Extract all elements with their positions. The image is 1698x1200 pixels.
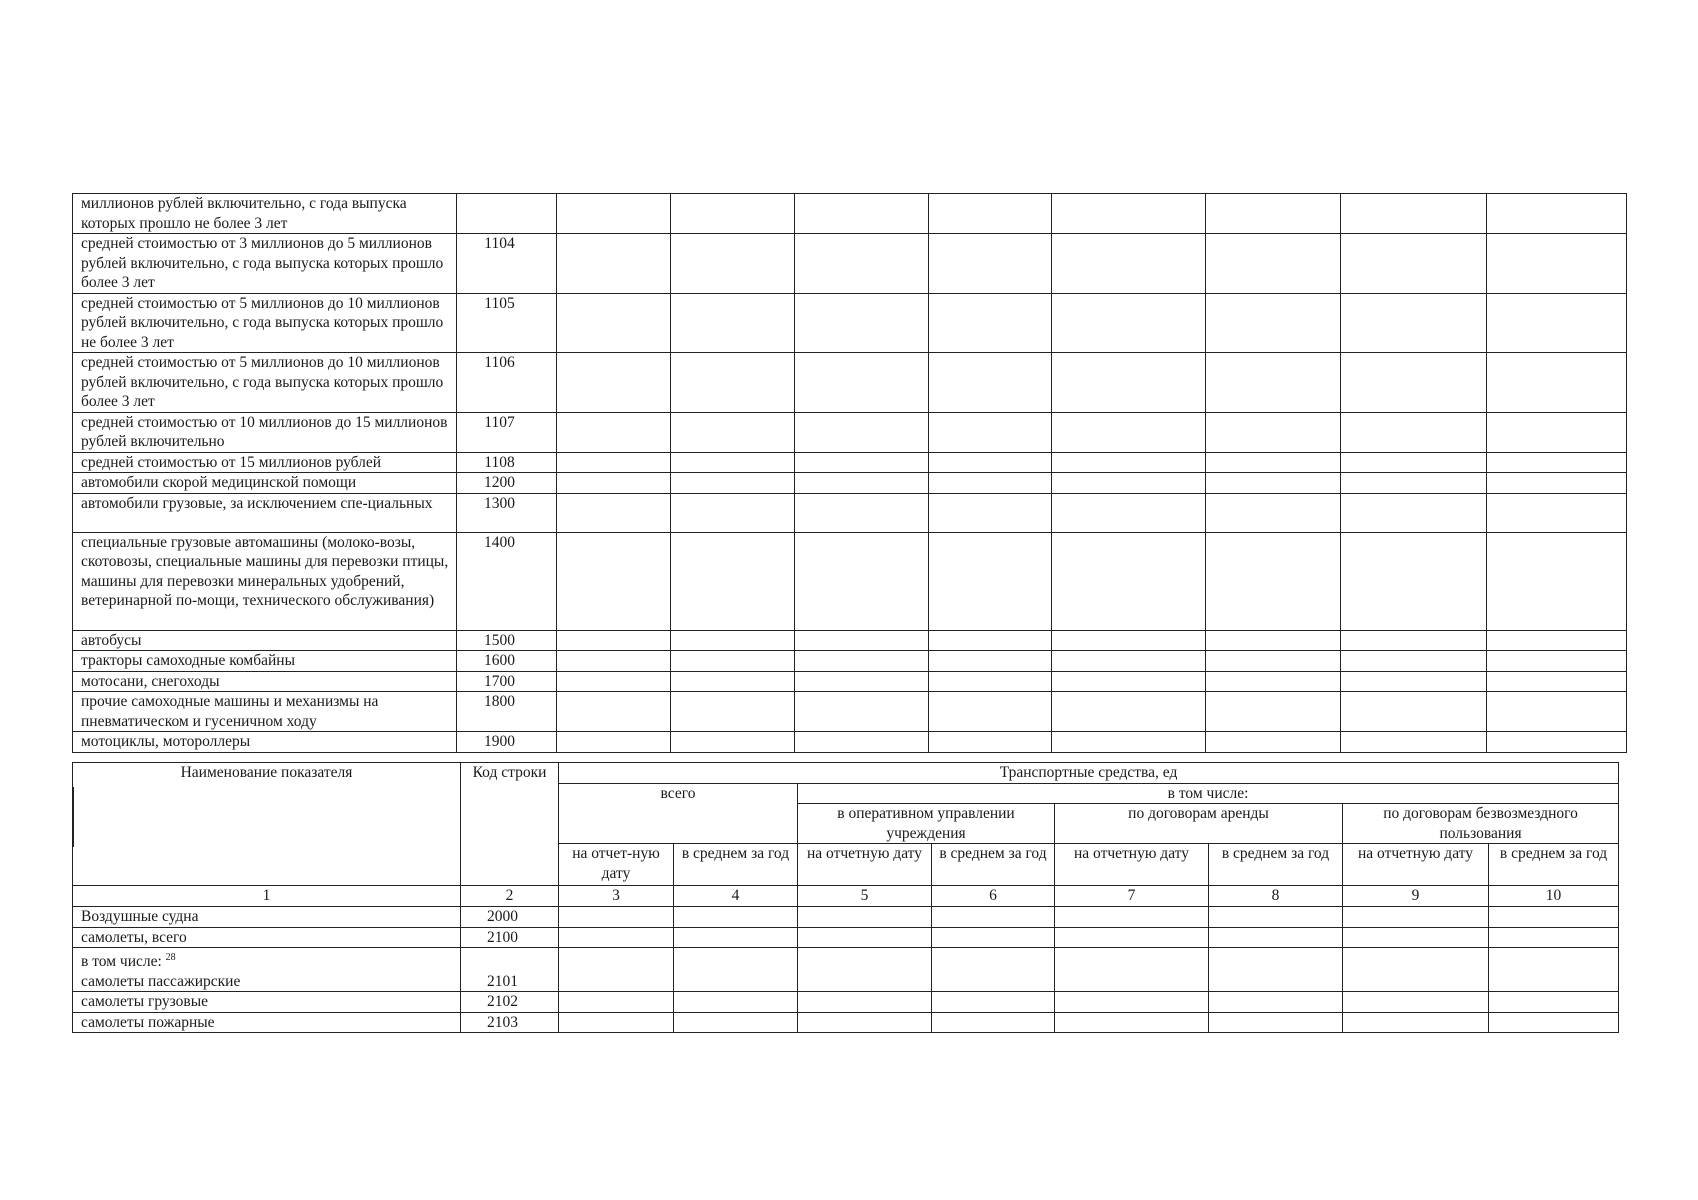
table-row — [73, 671, 1627, 692]
cell — [674, 1012, 798, 1033]
cell — [1341, 412, 1487, 452]
header-including: в том числе: — [798, 783, 1619, 804]
cell — [795, 353, 929, 413]
row-name: самолеты пассажирские — [81, 972, 241, 990]
cell — [932, 992, 1055, 1013]
cell — [1489, 992, 1619, 1013]
cell — [1487, 412, 1627, 452]
cell — [1341, 532, 1487, 630]
row-name-group — [73, 948, 461, 992]
table-row — [73, 293, 1627, 353]
vehicles-table-continued — [72, 193, 1627, 753]
cell — [798, 948, 932, 992]
cell — [929, 493, 1052, 532]
table-row — [73, 992, 1619, 1013]
cell — [795, 532, 929, 630]
col-number: 2 — [461, 886, 559, 907]
row-code: 1700 — [457, 671, 557, 692]
header-col-7: на отчетную дату — [1055, 844, 1209, 886]
cell — [795, 412, 929, 452]
cell — [559, 906, 674, 927]
cell — [1052, 692, 1206, 732]
row-name: мотоциклы, мотороллеры — [73, 732, 457, 753]
cell — [671, 234, 795, 294]
cell — [671, 194, 795, 234]
cell — [1341, 732, 1487, 753]
row-name: Воздушные судна — [73, 906, 461, 927]
row-name: средней стоимостью от 10 миллионов до 15 миллионов рублей включительно — [73, 412, 457, 452]
cell — [1487, 651, 1627, 672]
cell — [557, 671, 671, 692]
header-total: всего — [559, 783, 798, 844]
col-number: 3 — [559, 886, 674, 907]
cell — [1052, 671, 1206, 692]
table-row — [73, 353, 1627, 413]
cell — [671, 532, 795, 630]
cell — [1055, 948, 1209, 992]
cell — [557, 532, 671, 630]
row-code: 1106 — [457, 353, 557, 413]
cell — [929, 452, 1052, 473]
cell — [1343, 1012, 1489, 1033]
cell — [798, 1012, 932, 1033]
cell — [929, 651, 1052, 672]
row-name: самолеты, всего — [73, 927, 461, 948]
cell — [1052, 234, 1206, 294]
cell — [671, 353, 795, 413]
header-code: Код строки — [461, 763, 559, 886]
col-number: 1 — [73, 886, 461, 907]
cell — [795, 234, 929, 294]
cell — [929, 293, 1052, 353]
cell — [1206, 732, 1341, 753]
table-row — [73, 532, 1627, 630]
row-code: 1400 — [457, 532, 557, 630]
table-row — [73, 473, 1627, 494]
cell — [1209, 1012, 1343, 1033]
header-name: Наименование показателя — [73, 763, 461, 886]
row-code: 2000 — [461, 906, 559, 927]
row-code: 1500 — [457, 630, 557, 651]
cell — [929, 692, 1052, 732]
table-row — [73, 732, 1627, 753]
cell — [1343, 992, 1489, 1013]
cell — [1206, 630, 1341, 651]
cell — [557, 692, 671, 732]
cell — [671, 692, 795, 732]
row-name: средней стоимостью от 3 миллионов до 5 миллионов рублей включительно, с года выпуска которых прошло более 3 лет — [73, 234, 457, 294]
cell — [1341, 493, 1487, 532]
cell — [1487, 194, 1627, 234]
cell — [795, 651, 929, 672]
row-name: самолеты пожарные — [73, 1012, 461, 1033]
col-number: 8 — [1209, 886, 1343, 907]
row-prefix: в том числе: — [81, 953, 162, 971]
cell — [1052, 532, 1206, 630]
table-row — [73, 651, 1627, 672]
row-name: средней стоимостью от 5 миллионов до 10 миллионов рублей включительно, с года выпуска которых прошло более 3 лет — [73, 353, 457, 413]
row-name: средней стоимостью от 15 миллионов рублей — [73, 452, 457, 473]
cell — [1206, 532, 1341, 630]
cell — [1341, 353, 1487, 413]
cell — [671, 651, 795, 672]
cell — [1209, 992, 1343, 1013]
cell — [1206, 671, 1341, 692]
cell — [1343, 948, 1489, 992]
cell — [929, 234, 1052, 294]
cell — [674, 906, 798, 927]
cell — [557, 234, 671, 294]
cell — [1487, 692, 1627, 732]
cell — [559, 992, 674, 1013]
cell — [557, 732, 671, 753]
row-code — [457, 194, 557, 234]
cell — [1343, 906, 1489, 927]
cell — [932, 927, 1055, 948]
cell — [1055, 906, 1209, 927]
header-transport: Транспортные средства, ед — [559, 763, 1619, 784]
table-row — [73, 948, 1619, 992]
table-row — [73, 1012, 1619, 1033]
cell — [1209, 948, 1343, 992]
cell — [1052, 493, 1206, 532]
cell — [1343, 927, 1489, 948]
cell — [795, 692, 929, 732]
cell — [929, 194, 1052, 234]
table-row — [73, 692, 1627, 732]
cell — [1206, 293, 1341, 353]
cell — [674, 948, 798, 992]
cell — [559, 1012, 674, 1033]
cell — [1055, 927, 1209, 948]
table-row — [73, 493, 1627, 532]
header-free-use: по договорам безвозмездного пользования — [1343, 804, 1619, 844]
cell — [1209, 906, 1343, 927]
cell — [1341, 692, 1487, 732]
cell — [1052, 452, 1206, 473]
cell — [929, 532, 1052, 630]
cell — [932, 1012, 1055, 1033]
cell — [1055, 1012, 1209, 1033]
table-row — [73, 927, 1619, 948]
cell — [929, 353, 1052, 413]
row-code: 2100 — [461, 927, 559, 948]
cell — [671, 630, 795, 651]
cell — [1206, 692, 1341, 732]
cell — [1487, 293, 1627, 353]
cell — [795, 493, 929, 532]
table-row — [73, 630, 1627, 651]
cell — [1052, 412, 1206, 452]
row-name: прочие самоходные машины и механизмы на пневматическом и гусеничном ходу — [73, 692, 457, 732]
col-number: 10 — [1489, 886, 1619, 907]
cell — [1487, 473, 1627, 494]
cell — [795, 473, 929, 494]
col-number: 9 — [1343, 886, 1489, 907]
row-name: специальные грузовые автомашины (молоко-возы, скотовозы, специальные машины для перевозки птицы, машины для перевозки минеральных удобрений, ветеринарной по-мощи, технического обслуживания) — [73, 532, 457, 630]
row-code: 1105 — [457, 293, 557, 353]
cell — [1206, 452, 1341, 473]
row-code: 1900 — [457, 732, 557, 753]
row-code: 1800 — [457, 692, 557, 732]
cell — [1487, 493, 1627, 532]
header-row — [73, 763, 1619, 784]
cell — [1206, 353, 1341, 413]
footnote-ref: 28 — [165, 952, 176, 963]
cell — [1052, 651, 1206, 672]
cell — [1052, 732, 1206, 753]
row-name: автобусы — [73, 630, 457, 651]
cell — [557, 651, 671, 672]
row-name: средней стоимостью от 5 миллионов до 10 миллионов рублей включительно, с года выпуска которых прошло не более 3 лет — [73, 293, 457, 353]
col-number: 7 — [1055, 886, 1209, 907]
cell — [557, 293, 671, 353]
col-number: 5 — [798, 886, 932, 907]
row-name: тракторы самоходные комбайны — [73, 651, 457, 672]
table-row — [73, 412, 1627, 452]
header-col-3: на отчет-ную дату — [559, 844, 674, 886]
cell — [1052, 630, 1206, 651]
cell — [1487, 732, 1627, 753]
cell — [1487, 353, 1627, 413]
row-code: 1107 — [457, 412, 557, 452]
cell — [1489, 906, 1619, 927]
cell — [795, 452, 929, 473]
cell — [557, 473, 671, 494]
cell — [1341, 293, 1487, 353]
cell — [671, 732, 795, 753]
cell — [1341, 473, 1487, 494]
cell — [929, 412, 1052, 452]
aircraft-table — [72, 762, 1619, 1033]
cell — [798, 992, 932, 1013]
cell — [671, 473, 795, 494]
cell — [929, 732, 1052, 753]
row-code: 1600 — [457, 651, 557, 672]
header-lease: по договорам аренды — [1055, 804, 1343, 844]
cell — [1206, 493, 1341, 532]
cell — [557, 452, 671, 473]
header-col-4: в среднем за год — [674, 844, 798, 886]
row-code: 1300 — [457, 493, 557, 532]
header-col-5: на отчетную дату — [798, 844, 932, 886]
cell — [795, 293, 929, 353]
cell — [674, 927, 798, 948]
cell — [1489, 927, 1619, 948]
cell — [1206, 651, 1341, 672]
cell — [795, 671, 929, 692]
cell — [557, 194, 671, 234]
row-name: автомобили грузовые, за исключением спе-циальных — [73, 493, 457, 532]
cell — [1206, 234, 1341, 294]
cell — [671, 671, 795, 692]
cell — [1341, 630, 1487, 651]
cell — [1052, 353, 1206, 413]
cell — [798, 906, 932, 927]
cell — [1055, 992, 1209, 1013]
cell — [1052, 293, 1206, 353]
cell — [795, 630, 929, 651]
col-number: 4 — [674, 886, 798, 907]
row-code: 2103 — [461, 1012, 559, 1033]
cell — [929, 671, 1052, 692]
row-code: 1108 — [457, 452, 557, 473]
row-name: миллионов рублей включительно, с года выпуска которых прошло не более 3 лет — [73, 194, 457, 234]
cell — [1341, 452, 1487, 473]
row-code: 1104 — [457, 234, 557, 294]
cell — [1341, 194, 1487, 234]
row-name: самолеты грузовые — [73, 992, 461, 1013]
cell — [674, 992, 798, 1013]
row-code: 1200 — [457, 473, 557, 494]
header-col-9: на отчетную дату — [1343, 844, 1489, 886]
cell — [557, 493, 671, 532]
cell — [1487, 630, 1627, 651]
cell — [1487, 671, 1627, 692]
cell — [1341, 234, 1487, 294]
header-operative: в оперативном управлении учреждения — [798, 804, 1055, 844]
cell — [795, 194, 929, 234]
row-code: 2101 — [461, 948, 559, 992]
cell — [1206, 194, 1341, 234]
cell — [1341, 671, 1487, 692]
cell — [1341, 651, 1487, 672]
cell — [1489, 1012, 1619, 1033]
cell — [671, 412, 795, 452]
cell — [932, 906, 1055, 927]
row-name: автомобили скорой медицинской помощи — [73, 473, 457, 494]
header-col-8: в среднем за год — [1209, 844, 1343, 886]
cell — [929, 473, 1052, 494]
header-col-6: в среднем за год — [932, 844, 1055, 886]
table-row — [73, 452, 1627, 473]
cell — [557, 353, 671, 413]
cell — [1206, 473, 1341, 494]
row-name: мотосани, снегоходы — [73, 671, 457, 692]
cell — [559, 948, 674, 992]
cell — [1209, 927, 1343, 948]
cell — [557, 630, 671, 651]
column-numbers-row — [73, 886, 1619, 907]
col-number: 6 — [932, 886, 1055, 907]
cell — [1487, 452, 1627, 473]
cell — [1487, 234, 1627, 294]
cell — [929, 630, 1052, 651]
cell — [671, 293, 795, 353]
header-col-10: в среднем за год — [1489, 844, 1619, 886]
cell — [1052, 194, 1206, 234]
table-row — [73, 194, 1627, 234]
cell — [932, 948, 1055, 992]
cell — [1487, 532, 1627, 630]
cell — [1052, 473, 1206, 494]
table-row — [73, 906, 1619, 927]
row-code: 2102 — [461, 992, 559, 1013]
cell — [1206, 412, 1341, 452]
cell — [795, 732, 929, 753]
cell — [1489, 948, 1619, 992]
cell — [798, 927, 932, 948]
cell — [559, 927, 674, 948]
table-row — [73, 234, 1627, 294]
cell — [671, 452, 795, 473]
cell — [557, 412, 671, 452]
cell — [671, 493, 795, 532]
